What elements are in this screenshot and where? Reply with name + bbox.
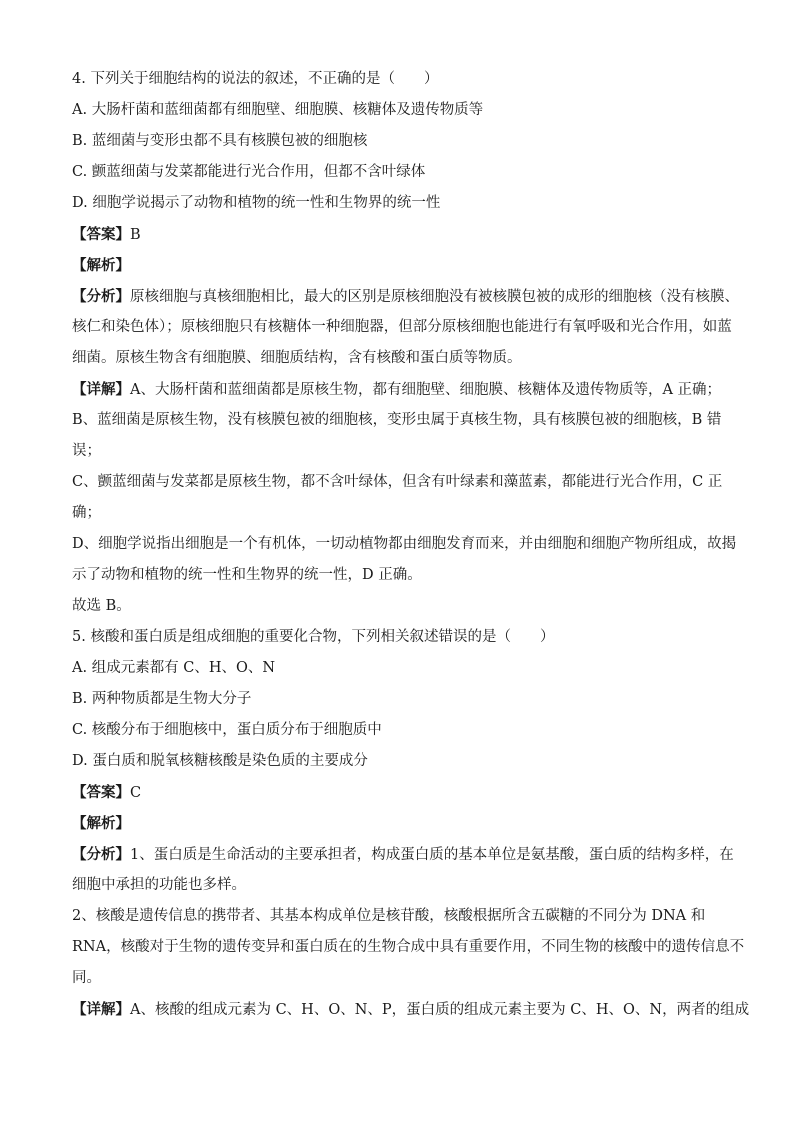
q4-xiangjie-line: D、细胞学说指出细胞是一个有机体，一切动植物都由细胞发育而来，并由细胞和细胞产物所组成，故揭 (72, 536, 737, 552)
q5-option-a: A. 组成元素都有 C、H、O、N (72, 660, 276, 676)
q4-option-b: B. 蓝细菌与变形虫都不具有核膜包被的细胞核 (72, 133, 368, 149)
q4-fenxi-line: 核仁和染色体）；原核细胞只有核糖体一种细胞器，但部分原核细胞也能进行有氧呼吸和光合作用，如蓝 (72, 319, 732, 335)
q4-xiangjie-line (72, 374, 722, 405)
q4-answer-value: B (130, 227, 141, 243)
q4-analysis-title: 【解析】 (72, 257, 130, 274)
q4-conclusion: 故选 B。 (72, 598, 131, 614)
q5-fenxi-line: 2、核酸是遗传信息的携带者、其基本构成单位是核苷酸，核酸根据所含五碳糖的不同分为 DNA 和 (72, 908, 706, 924)
q5-fenxi-line: 细胞中承担的功能也多样。 (72, 877, 246, 893)
q4-xiangjie-line: B、蓝细菌是原核生物，没有核膜包被的细胞核，变形虫属于真核生物，具有核膜包被的细胞核，B 错 (72, 412, 722, 428)
q4-fenxi-line (72, 281, 739, 312)
q4-option-d: D. 细胞学说揭示了动物和植物的统一性和生物界的统一性 (72, 195, 441, 211)
q5-fenxi-line (72, 839, 734, 870)
q5-analysis-title: 【解析】 (72, 815, 130, 832)
q5-option-c: C. 核酸分布于细胞核中，蛋白质分布于细胞质中 (72, 722, 382, 738)
q4-fenxi-label: 【分析】 (72, 288, 130, 305)
q4-stem: 4. 下列关于细胞结构的说法的叙述，不正确的是（ ） (72, 71, 439, 87)
q5-option-d: D. 蛋白质和脱氧核糖核酸是染色质的主要成分 (72, 753, 368, 769)
q4-answer (72, 219, 722, 250)
q5-fenxi-text: 1、蛋白质是生命活动的主要承担者，构成蛋白质的基本单位是氨基酸，蛋白质的结构多样，在 (130, 847, 734, 863)
q4-answer-label: 【答案】 (72, 226, 130, 243)
q5-fenxi-line: RNA，核酸对于生物的遗传变异和蛋白质在的生物合成中具有重要作用，不同生物的核酸中的遗传信息不 (72, 939, 745, 955)
q5-xiangjie-label: 【详解】 (72, 1001, 130, 1018)
q5-answer-label: 【答案】 (72, 784, 130, 801)
q4-option-a: A. 大肠杆菌和蓝细菌都有细胞壁、细胞膜、核糖体及遗传物质等 (72, 102, 484, 118)
q5-answer-value: C (130, 785, 142, 801)
q4-fenxi-line: 细菌。原核生物含有细胞膜、细胞质结构，含有核酸和蛋白质等物质。 (72, 350, 522, 366)
q5-answer (72, 777, 722, 808)
q4-xiangjie-label: 【详解】 (72, 381, 130, 398)
page-content (72, 64, 750, 1025)
q4-xiangjie-line: 确； (72, 505, 101, 521)
q4-option-c: C. 颤蓝细菌与发菜都能进行光合作用，但都不含叶绿体 (72, 164, 426, 180)
q4-xiangjie-line: 示了动物和植物的统一性和生物界的统一性，D 正确。 (72, 567, 422, 583)
q5-stem: 5. 核酸和蛋白质是组成细胞的重要化合物，下列相关叙述错误的是（ ） (72, 629, 555, 645)
q4-xiangjie-text: A、大肠杆菌和蓝细菌都是原核生物，都有细胞壁、细胞膜、核糖体及遗传物质等，A 正确； (130, 382, 722, 398)
q5-fenxi-label: 【分析】 (72, 846, 130, 863)
q5-option-b: B. 两种物质都是生物大分子 (72, 691, 252, 707)
q5-xiangjie-text: A、核酸的组成元素为 C、H、O、N、P，蛋白质的组成元素主要为 C、H、O、N，两者的组成 (130, 1002, 750, 1018)
q5-fenxi-line: 同。 (72, 970, 101, 986)
q5-xiangjie-line (72, 994, 750, 1025)
q4-xiangjie-line: 误； (72, 443, 101, 459)
q4-xiangjie-line: C、颤蓝细菌与发菜都是原核生物，都不含叶绿体，但含有叶绿素和藻蓝素，都能进行光合作用，C 正 (72, 474, 723, 490)
q4-fenxi-text: 原核细胞与真核细胞相比，最大的区别是原核细胞没有被核膜包被的成形的细胞核（没有核膜、 (130, 289, 739, 305)
